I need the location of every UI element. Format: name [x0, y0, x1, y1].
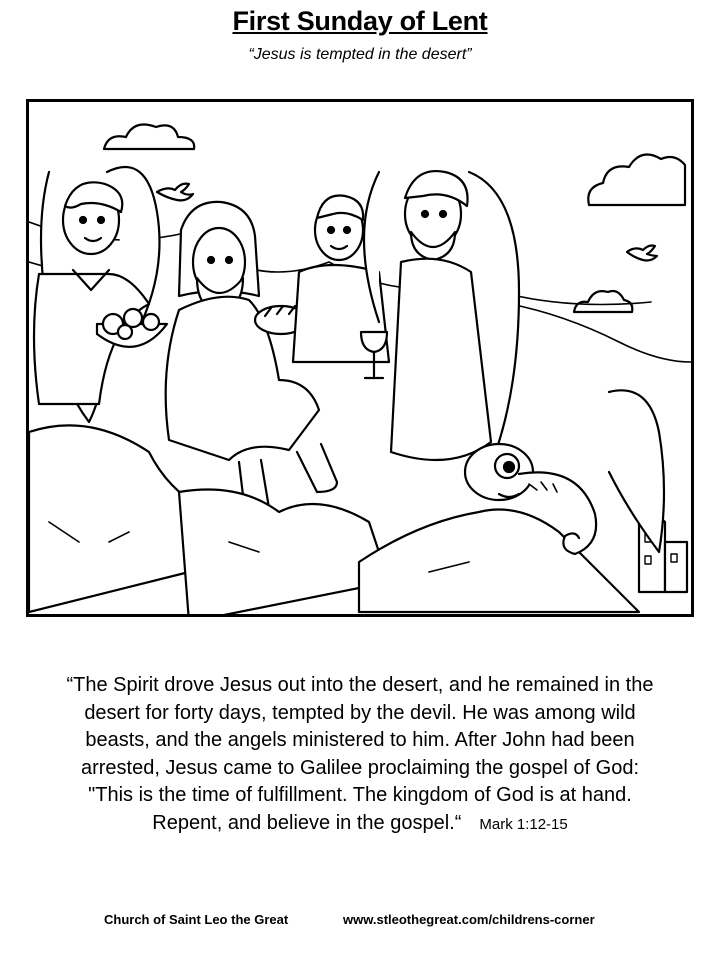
fruit-basket-icon	[97, 309, 167, 347]
scripture-reference: Mark 1:12-15	[479, 815, 568, 833]
angel-icon	[34, 167, 160, 422]
church-name: Church of Saint Leo the Great	[104, 912, 289, 927]
scripture-line: “The Spirit drove Jesus out into the desert, and he remained in the	[66, 674, 654, 696]
scripture-line-last	[20, 810, 700, 839]
bird-icon	[627, 246, 657, 261]
page-subtitle: “Jesus is tempted in the desert”	[248, 46, 472, 63]
cloud-icon	[104, 125, 194, 149]
bird-icon	[157, 184, 193, 201]
page-title: First Sunday of Lent	[232, 6, 488, 36]
cloud-icon	[574, 291, 632, 312]
scripture-quote	[20, 672, 700, 838]
scripture-line: desert for forty days, tempted by the devil. He was among wild	[84, 701, 636, 724]
scripture-line: Repent, and believe in the gospel.“	[152, 811, 462, 834]
cloud-icon	[588, 155, 685, 206]
coloring-illustration	[26, 99, 694, 617]
scripture-line: arrested, Jesus came to Galilee proclaiming the gospel of God:	[80, 756, 640, 779]
scripture-line: "This is the time of fulfillment. The kingdom of God is at hand.	[88, 784, 632, 806]
scripture-line: beasts, and the angels ministered to him. After John had been	[85, 729, 635, 751]
rock-icon	[29, 425, 639, 614]
website-link[interactable]: www.stleothegreat.com/childrens-corner	[343, 912, 595, 927]
